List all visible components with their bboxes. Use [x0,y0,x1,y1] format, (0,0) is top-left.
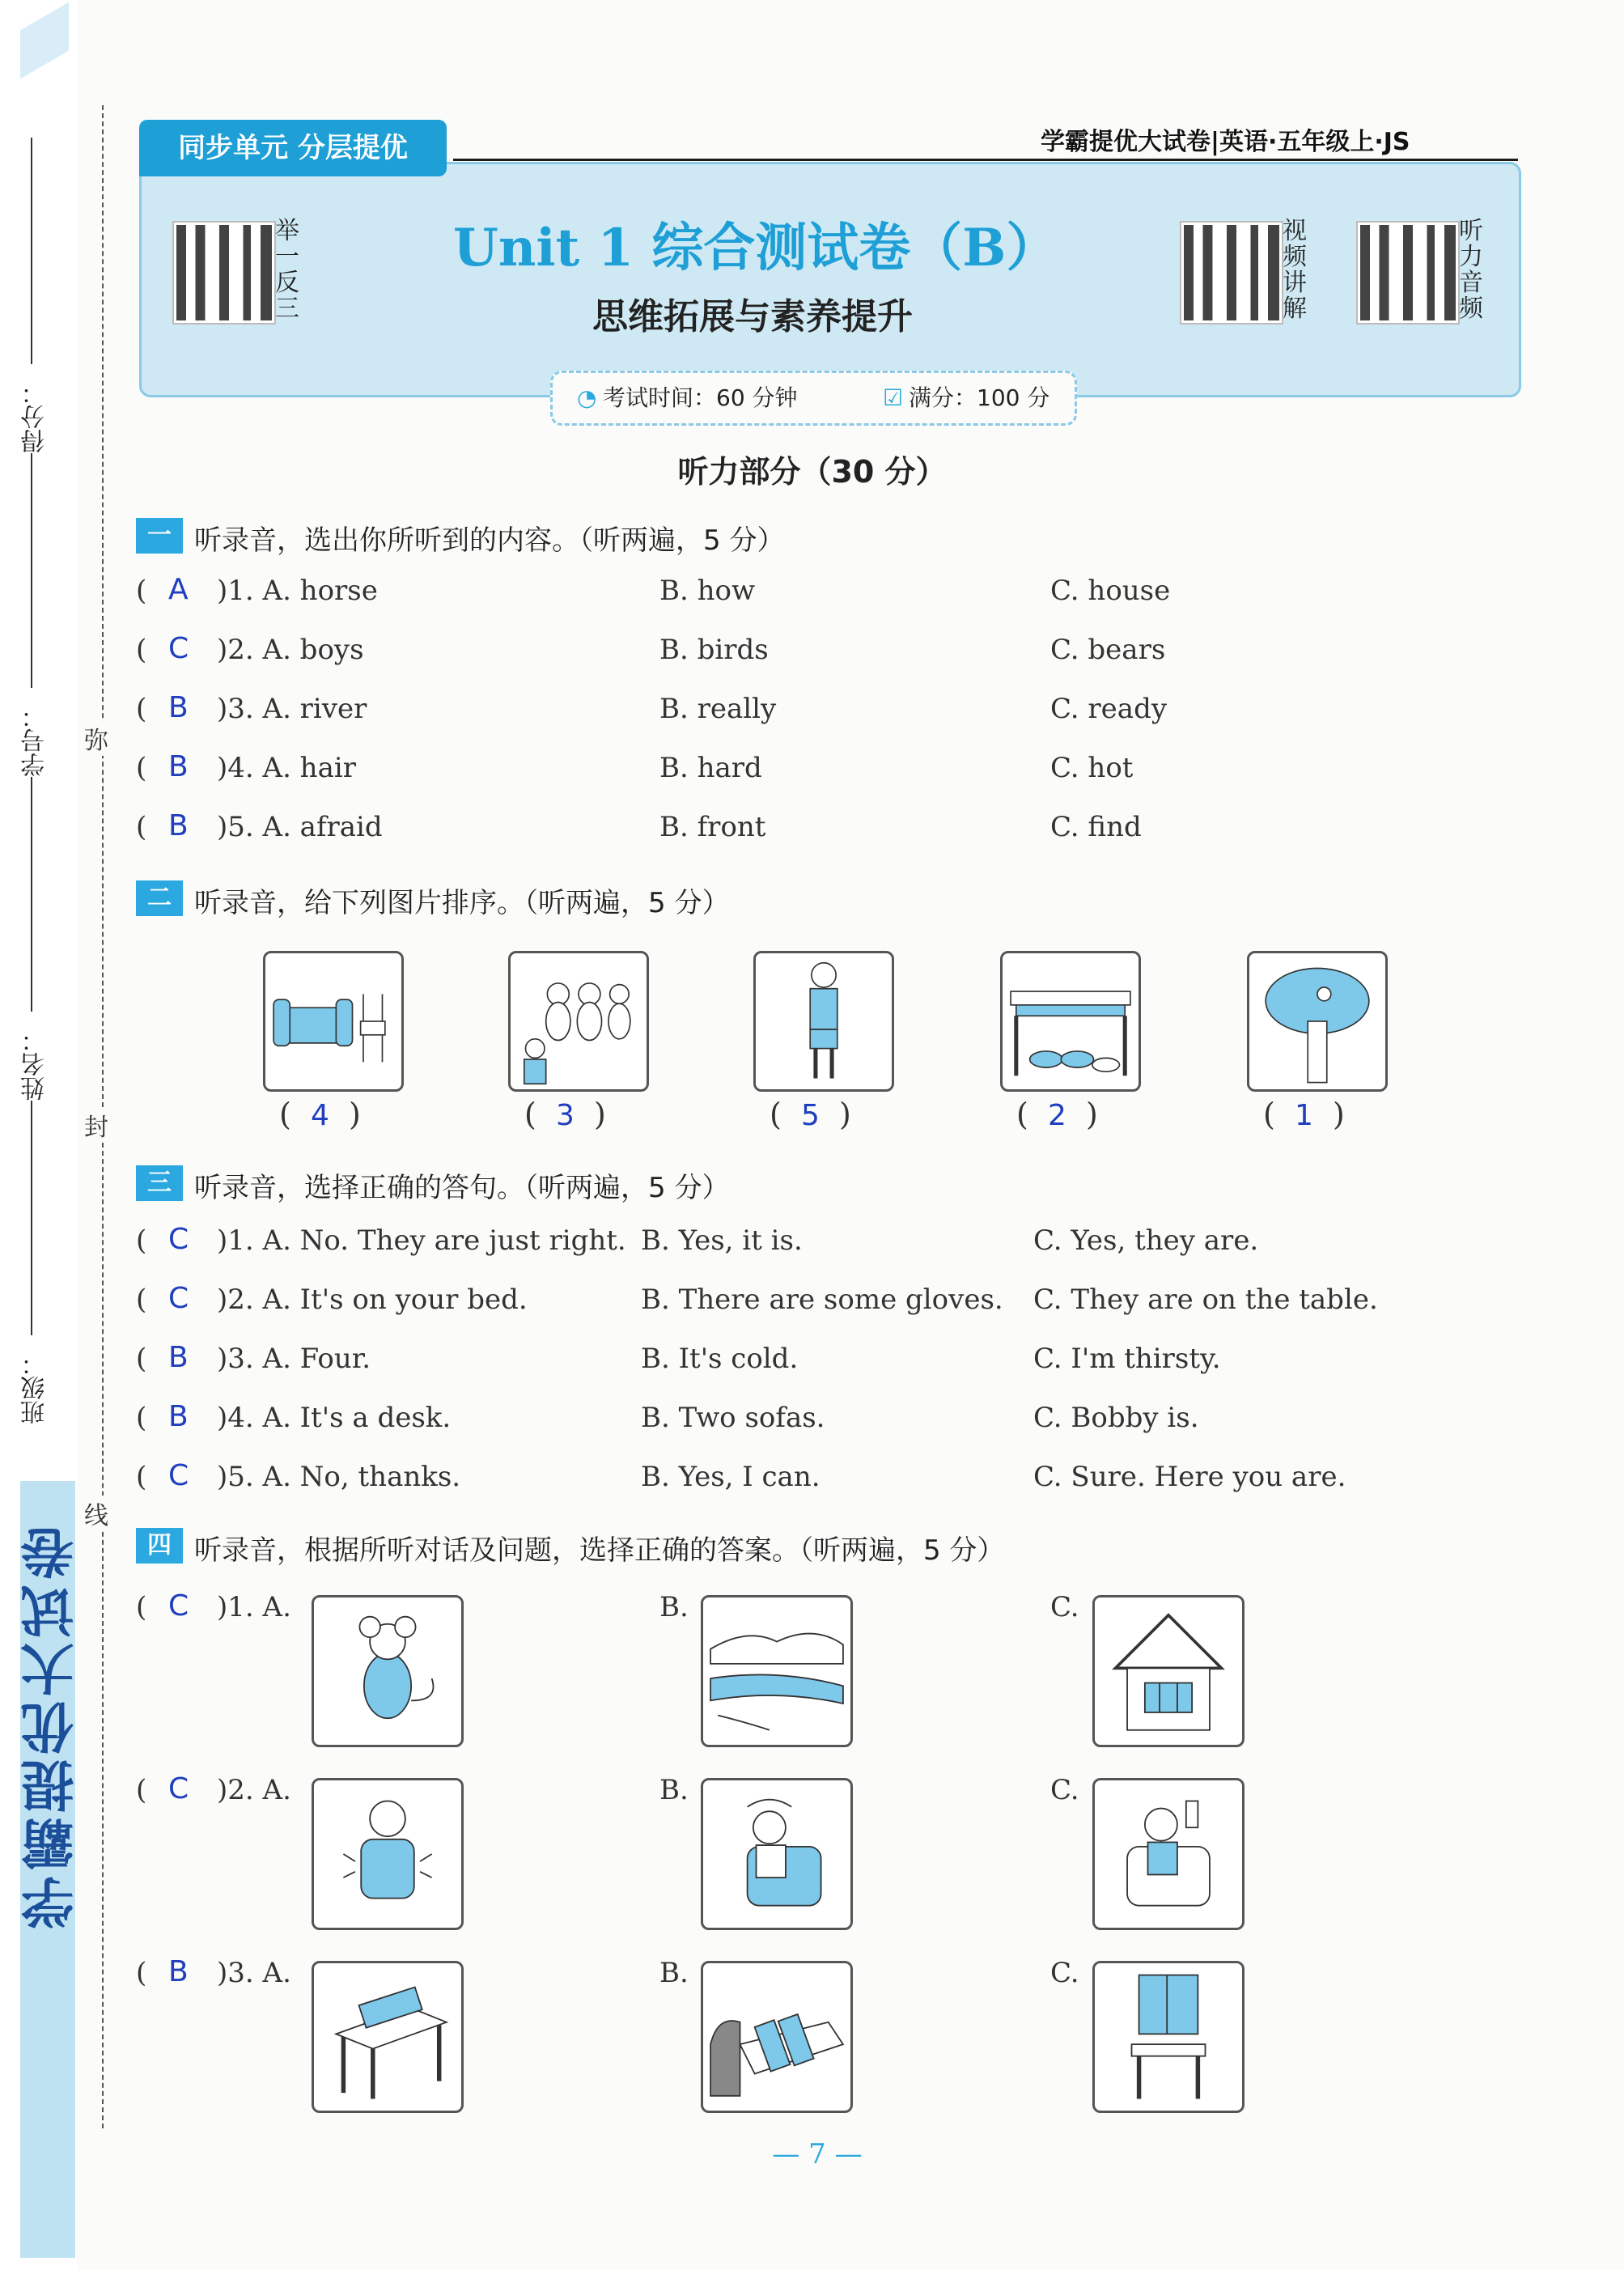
option-b: B. Yes, I can. [641,1461,820,1493]
option-c: C. They are on the table. [1033,1284,1378,1316]
answer-letter[interactable]: B [168,809,189,842]
answer-letter[interactable]: C [168,1282,189,1315]
section-3-number: 三 [136,1165,183,1201]
answer-paren: ( [136,1224,147,1257]
option-b: B. [659,1591,689,1623]
option-a: )2. A. [217,1774,291,1806]
section-4-title: 听录音，根据所听对话及问题，选择正确的答案。（听两遍，5 分） [194,1534,1005,1567]
picture-boy-standing [753,951,894,1092]
jeans-on-desk-icon [314,1963,461,2111]
answer-paren: ( [136,693,147,725]
answer-picture [312,1961,464,2113]
qr-code-audio-icon[interactable] [1358,223,1458,323]
option-c: C. [1050,1774,1079,1806]
answer-letter[interactable]: A [168,573,189,606]
exam-info-box [550,371,1077,426]
answer-picture [312,1778,464,1930]
option-a: )3. A. river [217,693,367,725]
answer-paren: ( [136,1957,147,1989]
thirsty-boy-sofa-icon [1095,1780,1242,1928]
picture-cars-under-table [1000,951,1141,1092]
mouse-icon [314,1597,461,1745]
option-b: B. [659,1957,689,1989]
option-a: )4. A. hair [217,752,356,784]
paper-title: Unit 1 综合测试卷（B） [453,218,1058,278]
header-rule [453,159,1518,161]
option-b: B. Yes, it is. [641,1224,803,1257]
picture-bears-girl [508,951,649,1092]
clock-icon: ◔ [577,384,597,411]
name-field-line [31,777,32,1012]
score-field-label: 得分： [21,380,49,453]
option-c: C. [1050,1591,1079,1623]
cars-under-table-icon [1003,953,1138,1089]
option-a: )1. A. [217,1591,291,1623]
seal-word-1: 弥 [84,720,108,756]
page-number: — 7 — [772,2138,863,2170]
option-c: C. Bobby is. [1033,1402,1199,1434]
answer-picture [701,1778,853,1930]
order-number: 3 [555,1099,575,1132]
answer-paren: ( [136,634,147,666]
option-c: C. hot [1050,752,1134,784]
order-answer[interactable]: ( 2 ) [1016,1097,1098,1132]
order-answer[interactable]: ( 4 ) [279,1097,361,1132]
option-c: C. Sure. Here you are. [1033,1461,1346,1493]
answer-paren: ( [136,1461,147,1493]
answer-picture [1092,1595,1245,1747]
order-number: 1 [1294,1099,1313,1132]
jeans-on-chair-icon [1095,1963,1242,2111]
answer-paren: ( [136,1284,147,1316]
section-1-title: 听录音，选出你所听到的内容。（听两遍，5 分） [194,524,785,557]
option-b: B. There are some gloves. [641,1284,1003,1316]
option-a: )5. A. afraid [217,811,383,843]
option-a: )2. A. It's on your bed. [217,1284,528,1316]
answer-letter[interactable]: B [168,750,189,783]
class-field-label: 班级： [21,1351,49,1424]
option-b: B. how [659,575,756,607]
tree-bird-icon [1249,953,1385,1089]
answer-paren: ( [136,1591,147,1623]
option-c: C. Yes, they are. [1033,1224,1259,1257]
listening-part-title: 听力部分（30 分） [677,454,947,490]
order-answer[interactable]: ( 3 ) [524,1097,606,1132]
answer-letter[interactable]: B [168,691,189,724]
check-icon: ☑ [883,384,904,411]
option-b: B. Two sofas. [641,1402,825,1434]
qr-code-practice-icon[interactable] [174,223,274,323]
order-number: 5 [800,1099,820,1132]
paper-subtitle: 思维拓展与素养提升 [592,296,913,337]
cold-boy-icon [314,1780,461,1928]
answer-picture [701,1961,853,2113]
section-2-title: 听录音，给下列图片排序。（听两遍，5 分） [194,887,730,919]
option-c: C. find [1050,811,1142,843]
jeans-on-bed-icon [703,1963,850,2111]
option-b: B. [659,1774,689,1806]
answer-letter[interactable]: C [168,1772,189,1805]
option-b: B. It's cold. [641,1343,799,1375]
qr-audio-label: 听力音频 [1459,217,1483,323]
option-c: C. I'm thirsty. [1033,1343,1221,1375]
answer-paren: ( [136,752,147,784]
qr-code-video-icon[interactable] [1181,223,1282,323]
seal-word-3: 线 [84,1496,108,1531]
section-1-number: 一 [136,518,183,554]
answer-letter[interactable]: C [168,1223,189,1256]
answer-picture [701,1595,853,1747]
seal-word-2: 封 [84,1107,108,1143]
option-c: C. bears [1050,634,1166,666]
option-c: C. ready [1050,693,1168,725]
answer-paren: ( [136,1774,147,1806]
order-answer[interactable]: ( 5 ) [770,1097,851,1132]
bears-girl-icon [511,953,647,1089]
answer-letter[interactable]: B [168,1400,189,1433]
answer-paren: ( [136,1343,147,1375]
answer-letter[interactable]: B [168,1341,189,1374]
score-field-line [31,138,32,364]
house-icon [1095,1597,1242,1745]
option-a: )3. A. [217,1957,291,1989]
boy-standing-icon [756,953,892,1089]
picture-tree-bird [1247,951,1388,1092]
order-number: 4 [310,1099,329,1132]
order-number: 2 [1047,1099,1066,1132]
header-tab: 同步单元 分层提优 [139,120,447,176]
class-field-line [31,1101,32,1335]
option-b: B. front [659,811,766,843]
option-c: C. house [1050,575,1171,607]
answer-picture [312,1595,464,1747]
qr-video-label: 视频讲解 [1283,217,1307,323]
river-forest-icon [703,1597,850,1745]
series-title: 学霸提优大试卷|英语·五年级上·JS [1041,128,1410,156]
full-score: 满分：100 分 [909,384,1050,411]
sofa-chair-icon [265,953,401,1089]
answer-paren: ( [136,1402,147,1434]
side-brand-text: 学霸提优大试卷 [21,1521,83,1929]
option-a: )5. A. No, thanks. [217,1461,461,1493]
section-2-number: 二 [136,880,183,916]
exam-time: 考试时间：60 分钟 [603,384,798,411]
answer-picture [1092,1961,1245,2113]
answer-paren: ( [136,811,147,843]
answer-letter[interactable]: C [168,632,189,665]
section-4-number: 四 [136,1528,183,1564]
option-a: )1. A. horse [217,575,378,607]
hot-boy-sofa-icon [703,1780,850,1928]
option-b: B. hard [659,752,762,784]
qr-practice-label: 举一反三 [275,217,299,323]
student-id-field-label: 学号： [21,704,49,777]
answer-paren: ( [136,575,147,607]
section-3-title: 听录音，选择正确的答句。（听两遍，5 分） [194,1172,730,1204]
answer-letter[interactable]: C [168,1459,189,1492]
option-a: )4. A. It's a desk. [217,1402,452,1434]
answer-picture [1092,1778,1245,1930]
option-a: )1. A. No. They are just right. [217,1224,626,1257]
option-c: C. [1050,1957,1079,1989]
picture-sofa-chair [263,951,404,1092]
answer-letter[interactable]: C [168,1589,189,1623]
option-a: )3. A. Four. [217,1343,371,1375]
order-answer[interactable]: ( 1 ) [1263,1097,1345,1132]
name-field-label: 姓名： [21,1028,49,1101]
option-a: )2. A. boys [217,634,364,666]
answer-letter[interactable]: B [168,1955,189,1988]
option-b: B. birds [659,634,769,666]
option-b: B. really [659,693,777,725]
